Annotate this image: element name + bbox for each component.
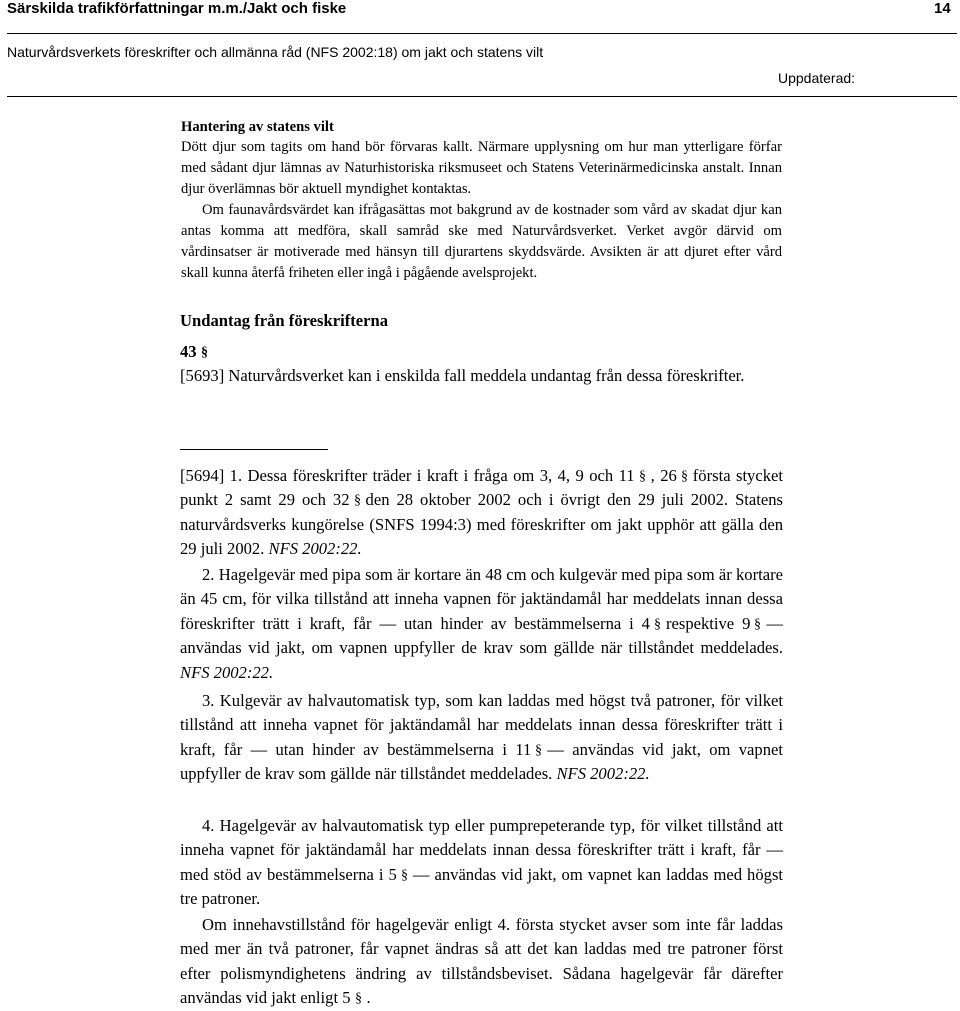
section-sign-icon	[354, 492, 362, 506]
section-sign-icon	[654, 616, 662, 630]
svg-text:§: §	[680, 469, 688, 482]
section-sign-icon	[681, 468, 689, 482]
svg-text:§: §	[638, 469, 646, 482]
svg-text:§: §	[535, 742, 543, 756]
svg-text:§: §	[653, 616, 661, 630]
svg-text:§: §	[754, 616, 762, 630]
paragraph: Om faunavårdsvärdet kan ifrågasättas mot bakgrund av de kostnader som vård av skadat djur kan antas komma att medföra, skall samråd ske med Naturvårdsverket. Verket avgör därvid om vårdinsatser är motiverade med hänsyn till djurartens skyddsvärde. Avsikten är att djuret efter vård skall kunna återfå friheten eller ingå i pågående avelsprojekt.	[181, 202, 782, 281]
section-sign-icon	[355, 990, 363, 1004]
running-header-title: Särskilda trafikförfattningar m.m./Jakt och fiske	[7, 0, 347, 17]
svg-text:§: §	[400, 867, 408, 881]
page-number: 14	[934, 0, 951, 17]
paragraph: [5693] Naturvårdsverket kan i enskilda fall meddela undantag från dessa föreskrifter.	[180, 366, 745, 385]
source-reference: NFS 2002:22.	[556, 764, 650, 784]
source-reference: NFS 2002:22.	[268, 539, 362, 559]
section-sign-icon	[754, 616, 762, 630]
header-rule	[7, 33, 957, 34]
section-sign-icon	[401, 867, 409, 881]
separator-line	[180, 449, 328, 450]
transitional-item-2: 2. Hagelgevär med pipa som är kortare än 48 cm och kulgevär med pipa som är kortare än 45 cm, för vilka tillstånd att inneha vapnen för jaktändamål har meddelats innan dessa föreskrifter trätt i kraft, får — utan hinder av bestämmelserna i 4 § respektive 9 § — användas vid jakt, om vapnen uppfyller de krav som gällde när tillståndet meddelades. NFS 2002:22.	[180, 565, 783, 682]
running-header-subtitle: Naturvårdsverkets föreskrifter och allmänna råd (NFS 2002:18) om jakt och statens vilt	[7, 44, 544, 60]
transitional-item-4: 4. Hagelgevär av halvautomatisk typ eller pumprepeterande typ, för vilket tillstånd att inneha vapnet för jaktändamål har meddelats innan dessa föreskrifter trätt i kraft, får — med stöd av bestämmelserna i 5 § — användas vid jakt, om vapnet kan laddas med högst tre patroner.	[180, 816, 784, 909]
paragraph-number	[180, 340, 783, 364]
transitional-item-3: 3. Kulgevär av halvautomatisk typ, som kan laddas med högst två patroner, för vilket tillstånd att inneha vapnet för jaktändamål har meddelats innan dessa föreskrifter trätt i kraft, får — utan hinder av bestämmelserna i 11 § — användas vid jakt, om vapnet uppfyller de krav som gällde när tillståndet meddelades. NFS 2002:22.	[180, 691, 783, 784]
updated-label: Uppdaterad:	[778, 70, 856, 86]
transitional-item-1: [5694] 1. Dessa föreskrifter träder i kraft i fråga om 3, 4, 9 och 11 § , 26 § första stycket punkt 2 samt 29 och 32 § den 28 oktober 2002 och i övrigt den 29 juli 2002. Statens naturvårdsverks kungörelse (SNFS 1994:3) med föreskrifter om jakt upphör att gälla den 29 juli 2002. NFS 2002:22.	[180, 466, 783, 559]
svg-text:§: §	[200, 345, 208, 358]
transitional-item-5: Om innehavstillstånd för hagelgevär enligt 4. första stycket avser som inte får laddas med mer än två patroner, får vapnet ändras så att det kan laddas med tre patroner först efter polismyndighetens ändring av tillståndsbeviset. Sådana hagelgevär får därefter användas vid jakt enligt 5 § .	[180, 915, 783, 1008]
paragraph-number-value: 43	[180, 342, 197, 361]
section-heading: Undantag från föreskrifterna	[180, 311, 389, 330]
section-sign-icon	[639, 468, 647, 482]
svg-text:§: §	[353, 493, 361, 507]
svg-text:§: §	[354, 991, 362, 1005]
section-sign-icon	[535, 742, 543, 756]
header-rule	[7, 96, 957, 97]
section-heading: Hantering av statens vilt	[181, 119, 334, 135]
section-sign-icon	[201, 344, 209, 358]
paragraph: Dött djur som tagits om hand bör förvaras kallt. Närmare upplysning om hur man ytterligare förfar med sådant djur lämnas av Naturhistoriska riksmuseet och Statens Veterinärmedicinska anstalt. Innan djur överlämnas bör aktuell myndighet kontaktas.	[181, 139, 782, 197]
source-reference: NFS 2002:22.	[180, 662, 274, 682]
